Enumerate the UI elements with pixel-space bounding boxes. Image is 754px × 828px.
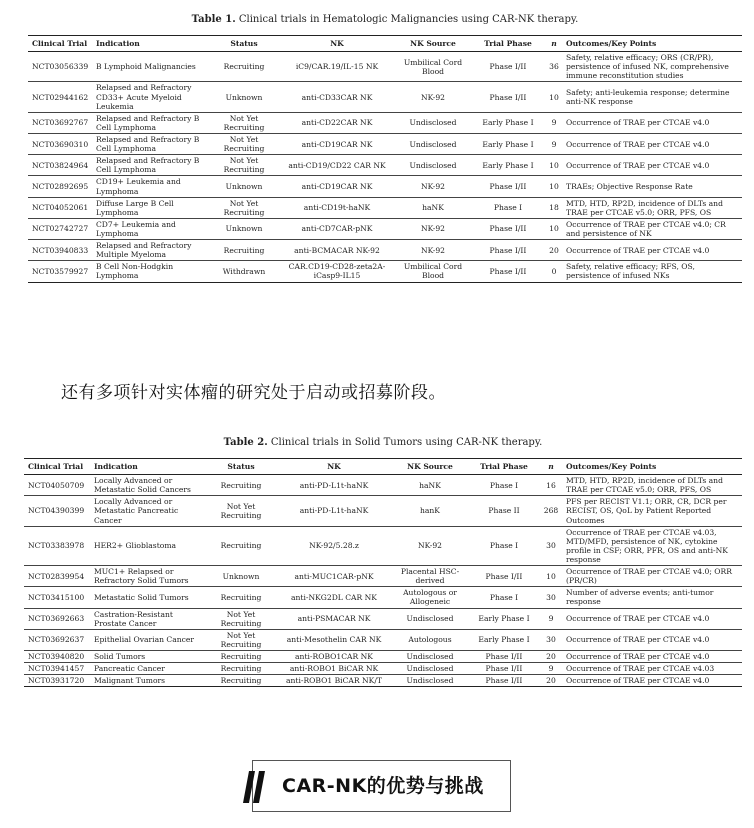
- table1-cell: NCT03690310: [32, 139, 89, 149]
- table1-row: [28, 240, 742, 261]
- table1-cell: 10: [549, 181, 559, 191]
- table2-cell: PFS per RECIST V1.1; ORR, CR, DCR per RECIST, OS, QoL by Patient Reported Outcomes: [566, 497, 727, 525]
- table2-cell: Occurrence of TRAE per CTCAE v4.0: [566, 614, 710, 624]
- table1-cell: Relapsed and Refractory CD33+ Acute Myeloid Leukemia: [96, 83, 192, 111]
- table1-body: [28, 52, 742, 282]
- table1-cell: Not Yet Recruiting: [223, 156, 265, 175]
- table2-cell: MTD, HTD, RP2D, incidence of DLTs and TRAE per CTCAE v5.0; ORR, PFS, OS: [566, 476, 723, 495]
- table1-cell: Withdrawn: [222, 266, 266, 276]
- table1-cell: Umbilical Cord Blood: [403, 57, 463, 76]
- table1-cell: Not Yet Recruiting: [223, 134, 265, 154]
- table2-cell: NCT03692637: [28, 635, 85, 645]
- table2-row: [24, 629, 742, 650]
- table1-cell: anti-BCMACAR NK-92: [294, 245, 380, 255]
- table1-row: [28, 112, 742, 133]
- table1-cell: Phase I/II: [489, 266, 527, 276]
- table2-row: [24, 675, 742, 687]
- table1-cell: Occurrence of TRAE per CTCAE v4.0: [566, 139, 710, 149]
- table1-cell: Occurrence of TRAE per CTCAE v4.0: [566, 160, 710, 170]
- table2-header-cell: n: [548, 462, 554, 471]
- table1-cell: anti-CD22CAR NK: [301, 118, 373, 128]
- table2-row: [24, 663, 742, 675]
- table2-cell: Locally Advanced or Metastatic Pancreatic Cancer: [94, 497, 179, 525]
- table2-cell: Recruiting: [220, 592, 262, 602]
- table2-cell: anti-MUC1CAR-pNK: [294, 571, 374, 581]
- table1-cell: anti-CD19CAR NK: [301, 181, 373, 191]
- table2-cell: NCT03415100: [28, 592, 85, 602]
- table2-cell: NCT02839954: [28, 571, 85, 581]
- table1-row: [28, 176, 742, 197]
- table2-row: [24, 526, 742, 565]
- table2-cell: Early Phase I: [478, 635, 530, 645]
- table1-cell: Phase I/II: [489, 224, 527, 234]
- table2-cell: HER2+ Glioblastoma: [94, 541, 177, 551]
- table2-cell: anti-ROBO1 BiCAR NK: [289, 664, 379, 674]
- table2-cell: NCT04390399: [28, 506, 85, 516]
- table2-cell: hanK: [420, 506, 440, 516]
- table2-cell: anti-PD-L1t-haNK: [299, 506, 369, 516]
- section-heading: CAR-NK的优势与挑战: [282, 775, 484, 797]
- table2-cell: haNK: [419, 480, 441, 490]
- table1-row: [28, 197, 742, 218]
- table1-cell: 10: [549, 224, 559, 234]
- table1-row: [28, 261, 742, 282]
- table1-cell: TRAEs; Objective Response Rate: [566, 181, 693, 191]
- table1-cell: NCT02944162: [32, 92, 89, 102]
- table1-cell: NK-92: [421, 245, 445, 255]
- table1: [28, 35, 742, 283]
- table1-cell: anti-CD7CAR-pNK: [301, 224, 373, 234]
- table2-row: [24, 587, 742, 608]
- table1-cell: anti-CD33CAR NK: [301, 92, 373, 102]
- table1-cell: 36: [549, 62, 559, 72]
- table2-cell: Occurrence of TRAE per CTCAE v4.03: [566, 664, 715, 674]
- table1-cell: Phase I/II: [489, 181, 527, 191]
- table2-cell: anti-ROBO1CAR NK: [295, 651, 373, 661]
- table2-header-cell: Outcomes/Key Points: [566, 462, 657, 471]
- table2-cell: anti-PSMACAR NK: [297, 614, 371, 624]
- table2-cell: Number of adverse events; anti-tumor response: [566, 588, 714, 607]
- table2-cell: Epithelial Ovarian Cancer: [94, 635, 195, 645]
- table1-cell: NCT03824964: [32, 160, 89, 170]
- table1-cell: Unknown: [225, 181, 263, 191]
- table1-cell: Undisclosed: [409, 139, 457, 149]
- table1-cell: anti-CD19/CD22 CAR NK: [288, 160, 386, 170]
- table2-cell: Phase I/II: [485, 571, 523, 581]
- table1-cell: Relapsed and Refractory Multiple Myeloma: [96, 241, 192, 260]
- table1-header-cell: Status: [230, 39, 258, 48]
- table1-caption: [28, 14, 742, 25]
- table2-cell: 20: [546, 651, 556, 661]
- table1-cell: Phase I/II: [489, 92, 527, 102]
- table1-cell: Occurrence of TRAE per CTCAE v4.0; CR and persistence of NK: [566, 219, 726, 238]
- table2-cell: NK-92/5.28.z: [309, 541, 359, 551]
- table1-header-cell: Outcomes/Key Points: [566, 39, 657, 48]
- table1-cell: NK-92: [421, 92, 445, 102]
- table2-body: [24, 475, 742, 687]
- table2-cell: Phase I/II: [485, 664, 523, 674]
- table2-cell: Phase I/II: [485, 676, 523, 686]
- table1-cell: Safety, relative efficacy; ORS (CR/PR), persistence of infused NK, comprehensive immune reconstitution studies: [566, 53, 729, 81]
- table2-row: [24, 496, 742, 526]
- table1-cell: Not Yet Recruiting: [223, 113, 265, 132]
- table1-cell: 10: [549, 160, 559, 170]
- table2-cell: Recruiting: [220, 676, 262, 686]
- table1-row: [28, 133, 742, 154]
- table2-cell: anti-ROBO1 BiCAR NK/T: [286, 676, 382, 686]
- table1-cell: NCT02742727: [32, 224, 89, 234]
- table2-cell: 10: [546, 571, 556, 581]
- table1-row: [28, 82, 742, 112]
- table2-caption: [24, 437, 742, 448]
- table2-cell: Malignant Tumors: [94, 676, 166, 686]
- table2-cell: Castration-Resistant Prostate Cancer: [94, 609, 173, 628]
- table1-cell: Undisclosed: [409, 118, 457, 128]
- table1-header-cell: Trial Phase: [484, 39, 532, 48]
- table1-cell: CAR.CD19-CD28-zeta2A-iCasp9-IL15: [288, 262, 386, 281]
- table2-cell: anti-Mesothelin CAR NK: [286, 635, 382, 645]
- table1-cell: B Lymphoid Malignancies: [96, 62, 196, 72]
- table2-cell: Undisclosed: [406, 651, 454, 661]
- table1-cell: 9: [551, 139, 557, 149]
- table2-header-cell: Trial Phase: [480, 462, 528, 471]
- table2-cell: Locally Advanced or Metastatic Solid Cancers: [94, 476, 191, 495]
- table2-cell: Not Yet Recruiting: [220, 501, 262, 520]
- table1-cell: haNK: [422, 203, 444, 213]
- table2-caption-label: Table 2.: [223, 437, 268, 448]
- table2-cell: anti-NKG2DL CAR NK: [291, 592, 377, 602]
- table1-cell: Phase I/II: [489, 245, 527, 255]
- table2-cell: Occurrence of TRAE per CTCAE v4.0: [566, 651, 710, 661]
- table1-cell: NCT03940833: [32, 245, 89, 255]
- table1-header-row: [28, 36, 742, 52]
- table1-cell: Phase I/II: [489, 62, 527, 72]
- table2-row: [24, 566, 742, 587]
- table2-cell: 16: [546, 480, 556, 490]
- table1-cell: Not Yet Recruiting: [223, 198, 265, 217]
- table1-cell: Relapsed and Refractory B Cell Lymphoma: [96, 156, 200, 175]
- table2-cell: Autologous: [408, 635, 452, 645]
- table2-cell: Not Yet Recruiting: [220, 630, 262, 649]
- table2-cell: Phase II: [488, 506, 520, 516]
- table2-cell: Solid Tumors: [94, 651, 146, 661]
- paragraph-solid-tumor-note: 还有多项针对实体瘤的研究处于启动或招募阶段。: [61, 383, 446, 403]
- table1-cell: NCT03056339: [32, 62, 89, 72]
- table1-cell: Relapsed and Refractory B Cell Lymphoma: [96, 134, 200, 154]
- table2-cell: 9: [548, 614, 554, 624]
- table1-cell: NCT03692767: [32, 118, 89, 128]
- table1-cell: iC9/CAR.19/IL-15 NK: [295, 62, 379, 72]
- table1-cell: CD19+ Leukemia and Lymphoma: [96, 177, 181, 196]
- table1-cell: CD7+ Leukemia and Lymphoma: [96, 219, 176, 238]
- table1-cell: 20: [549, 245, 559, 255]
- table2-cell: Recruiting: [220, 651, 262, 661]
- table1-header-cell: n: [551, 39, 557, 48]
- table2-cell: Phase I: [489, 480, 519, 490]
- table1-header-cell: NK Source: [410, 39, 456, 48]
- table2-caption-text: Clinical trials in Solid Tumors using CAR-NK therapy.: [267, 437, 543, 448]
- table1-cell: Recruiting: [223, 62, 265, 72]
- table2-header-cell: Clinical Trial: [28, 462, 84, 471]
- table1-cell: 9: [551, 118, 557, 128]
- table1-row: [28, 218, 742, 239]
- table1-caption-text: Clinical trials in Hematologic Malignancies using CAR-NK therapy.: [235, 14, 579, 25]
- table2-cell: 30: [546, 541, 556, 551]
- table2-cell: Phase I: [489, 541, 519, 551]
- table2-cell: NCT03931720: [28, 676, 85, 686]
- table1-header-cell: Indication: [96, 39, 140, 48]
- table1-cell: Safety; anti-leukemia response; determine anti-NK response: [566, 87, 730, 107]
- table1-cell: anti-CD19CAR NK: [301, 139, 373, 149]
- table2-cell: Phase I: [489, 592, 519, 602]
- table1-cell: Phase I: [493, 203, 523, 213]
- table2-cell: Early Phase I: [478, 614, 530, 624]
- table2-cell: Metastatic Solid Tumors: [94, 592, 189, 602]
- table2-cell: Occurrence of TRAE per CTCAE v4.0; ORR (PR/CR): [566, 567, 732, 586]
- table2-cell: Phase I/II: [485, 651, 523, 661]
- table2-cell: 30: [546, 635, 556, 645]
- table2-cell: 9: [548, 664, 554, 674]
- table2-cell: 20: [546, 676, 556, 686]
- table1-cell: NCT02892695: [32, 181, 89, 191]
- table1-cell: Recruiting: [223, 245, 265, 255]
- table2-cell: 30: [546, 592, 556, 602]
- table1-cell: NCT04052061: [32, 203, 89, 213]
- table1-cell: 10: [549, 92, 559, 102]
- table2-header-row: [24, 459, 742, 475]
- table2-header-cell: NK: [327, 462, 341, 471]
- table2-row: [24, 475, 742, 496]
- table2-container: [24, 437, 742, 687]
- table2-header-cell: Status: [227, 462, 255, 471]
- table2-cell: Undisclosed: [406, 664, 454, 674]
- table2-cell: Recruiting: [220, 664, 262, 674]
- table2-header-cell: Indication: [94, 462, 138, 471]
- table1-row: [28, 52, 742, 82]
- table1-cell: Relapsed and Refractory B Cell Lymphoma: [96, 113, 200, 132]
- table1-cell: Diffuse Large B Cell Lymphoma: [96, 198, 174, 217]
- table1-cell: Early Phase I: [482, 139, 534, 149]
- table1-cell: B Cell Non-Hodgkin Lymphoma: [96, 262, 174, 281]
- table2-cell: Recruiting: [220, 541, 262, 551]
- table1-cell: Early Phase I: [482, 118, 534, 128]
- table2-cell: NCT03383978: [28, 541, 85, 551]
- quote-mark-icon: [240, 770, 268, 804]
- table2-cell: MUC1+ Relapsed or Refractory Solid Tumors: [94, 567, 189, 586]
- table1-header-cell: Clinical Trial: [32, 39, 88, 48]
- table1-cell: Unknown: [225, 224, 263, 234]
- table2-cell: 268: [543, 506, 559, 516]
- table1-cell: Early Phase I: [482, 160, 534, 170]
- table1-caption-label: Table 1.: [191, 14, 236, 25]
- table2: [24, 458, 742, 687]
- table2-cell: Undisclosed: [406, 614, 454, 624]
- table2-cell: Recruiting: [220, 480, 262, 490]
- table1-container: [28, 14, 742, 283]
- table1-cell: NK-92: [421, 181, 445, 191]
- table1-cell: Occurrence of TRAE per CTCAE v4.0: [566, 118, 710, 128]
- table2-cell: Occurrence of TRAE per CTCAE v4.03, MTD/MFD, persistence of NK, cytokine profile in CSF; ORR, PFR, OS and anti-NK response: [566, 527, 728, 564]
- table1-header-cell: NK: [330, 39, 344, 48]
- table1-cell: Safety, relative efficacy; RFS, OS, persistence of infused NKs: [566, 262, 695, 281]
- table1-cell: 18: [549, 203, 559, 213]
- table2-header-cell: NK Source: [407, 462, 453, 471]
- table2-row: [24, 650, 742, 662]
- table2-cell: NCT03692663: [28, 614, 85, 624]
- table2-row: [24, 608, 742, 629]
- table1-cell: Umbilical Cord Blood: [403, 262, 463, 281]
- table1-cell: Undisclosed: [409, 160, 457, 170]
- table2-cell: Occurrence of TRAE per CTCAE v4.0: [566, 635, 710, 645]
- table2-cell: NCT04050709: [28, 480, 85, 490]
- table1-cell: MTD, HTD, RP2D, incidence of DLTs and TRAE per CTCAE v5.0; ORR, PFS, OS: [566, 198, 723, 217]
- table2-cell: anti-PD-L1t-haNK: [299, 480, 369, 490]
- table1-cell: 0: [551, 266, 557, 276]
- table2-cell: Not Yet Recruiting: [220, 609, 262, 628]
- table2-cell: Occurrence of TRAE per CTCAE v4.0: [566, 676, 710, 686]
- table1-cell: anti-CD19t-haNK: [303, 203, 371, 213]
- table1-row: [28, 155, 742, 176]
- table2-cell: NK-92: [418, 541, 442, 551]
- table2-cell: NCT03941457: [28, 664, 85, 674]
- table2-cell: Placental HSC-derived: [400, 567, 460, 586]
- table2-cell: Autologous or Allogeneic: [403, 588, 457, 607]
- table1-cell: Occurrence of TRAE per CTCAE v4.0: [566, 245, 710, 255]
- table1-cell: NK-92: [421, 224, 445, 234]
- table1-cell: NCT03579927: [32, 266, 89, 276]
- section-heading-banner: [240, 760, 515, 812]
- table2-cell: Undisclosed: [406, 676, 454, 686]
- table2-cell: Pancreatic Cancer: [94, 664, 165, 674]
- table1-cell: Unknown: [225, 92, 263, 102]
- table2-cell: Unknown: [222, 571, 260, 581]
- table2-cell: NCT03940820: [28, 651, 85, 661]
